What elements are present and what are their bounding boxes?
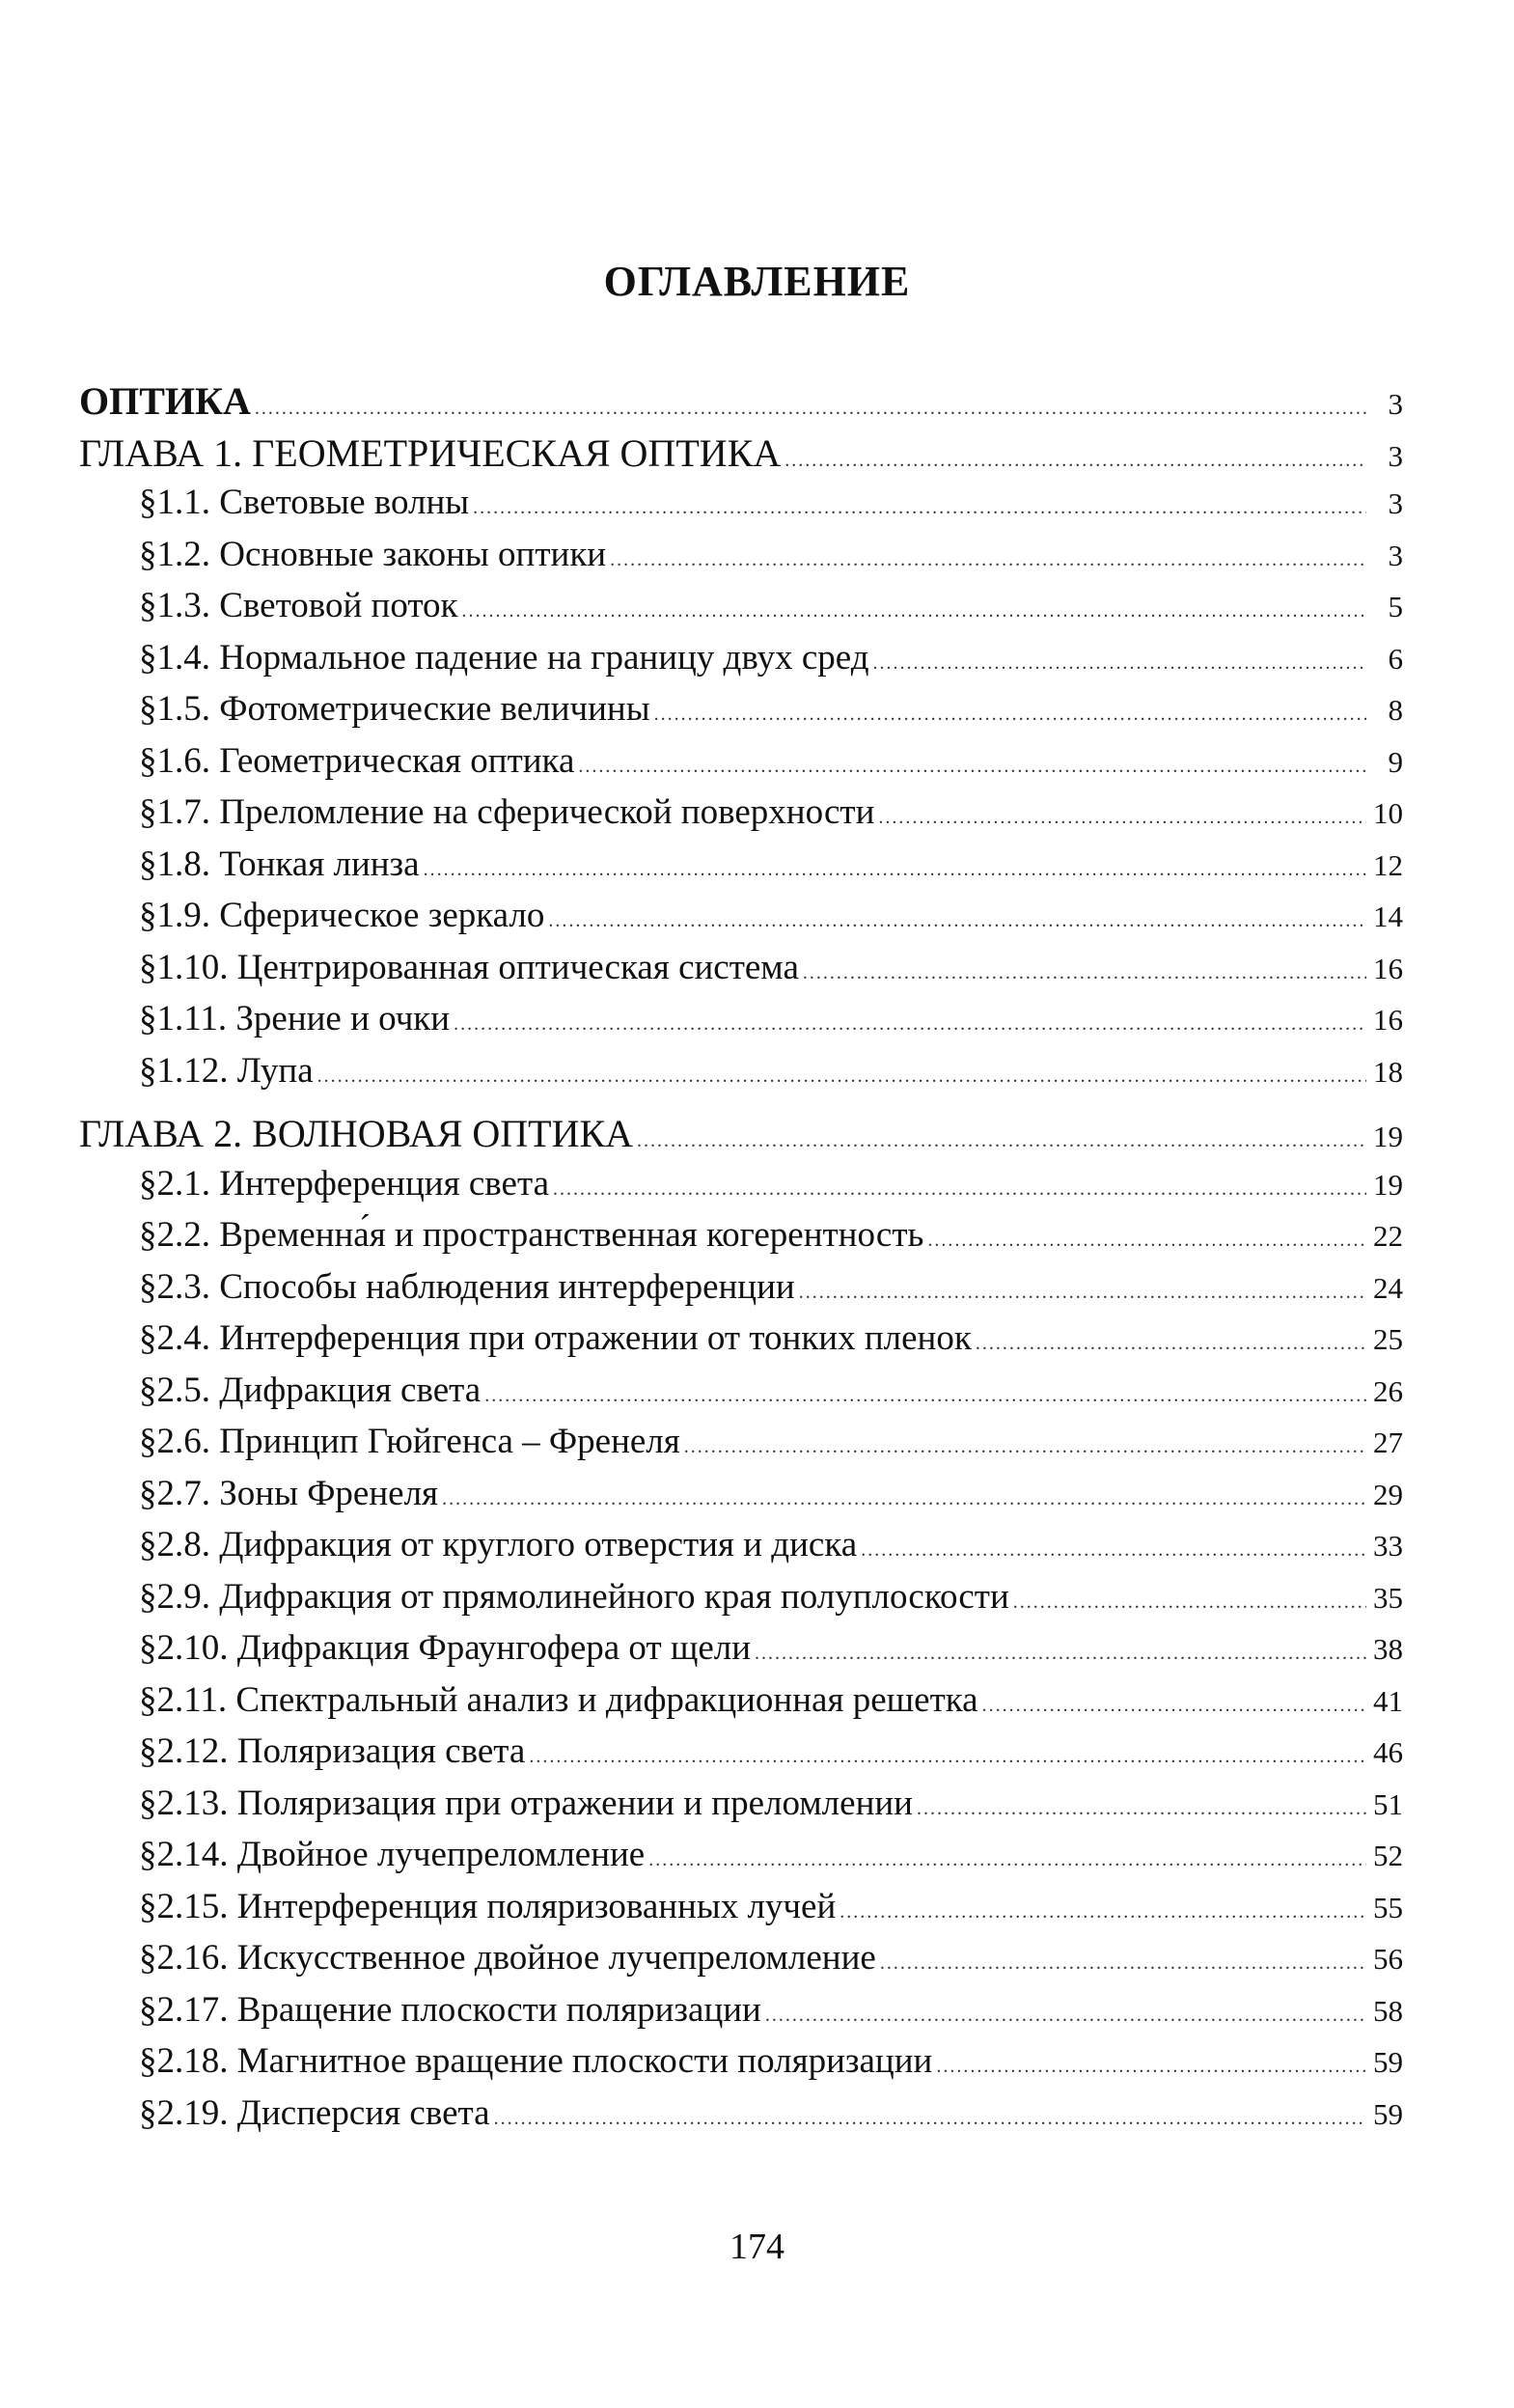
- toc-entry-section: [79, 585, 1403, 637]
- toc-entry-page: 12: [1373, 847, 1403, 882]
- toc-entry-page: 59: [1373, 2045, 1403, 2079]
- toc-entry-page: 33: [1373, 1529, 1403, 1563]
- dot-leader: [462, 600, 1366, 623]
- dot-leader: [529, 1746, 1366, 1768]
- dot-leader: [765, 2005, 1366, 2027]
- toc-entry-section: [79, 844, 1403, 896]
- dot-leader: [873, 652, 1366, 675]
- toc-entry-page: 46: [1373, 1735, 1403, 1769]
- toc-entry-label: §2.3. Способы наблюдения интерференции: [139, 1266, 795, 1307]
- toc-entry-page: 6: [1388, 641, 1403, 676]
- toc-entry-page: 27: [1373, 1425, 1403, 1459]
- dot-leader: [803, 962, 1366, 984]
- dot-leader: [548, 910, 1366, 932]
- toc-entry-page: 29: [1373, 1477, 1403, 1511]
- toc-entry-section: [79, 1937, 1403, 1989]
- toc-entry-page: 5: [1388, 590, 1403, 623]
- toc-entry-page: 22: [1373, 1219, 1403, 1253]
- toc-entry-label: §1.1. Световые волны: [139, 483, 470, 522]
- toc-entry-page: 8: [1388, 693, 1403, 727]
- toc-entry-label: §1.6. Геометрическая оптика: [139, 740, 575, 781]
- toc-entry-section: [79, 791, 1403, 844]
- dot-leader: [982, 1695, 1366, 1717]
- dot-leader: [861, 1539, 1366, 1562]
- dot-leader: [917, 1798, 1366, 1820]
- toc-entry-section: [79, 740, 1403, 792]
- toc-entry-label: §2.1. Интерференция света: [139, 1163, 549, 1204]
- toc-entry-page: 3: [1388, 438, 1403, 473]
- toc-entry-page: 24: [1373, 1270, 1403, 1305]
- toc-entry-label: §2.14. Двойное лучепреломление: [139, 1835, 646, 1874]
- toc-entry-chapter: [79, 1111, 1403, 1163]
- toc-entry-page: 19: [1373, 1167, 1403, 1202]
- toc-entry-section: [79, 1730, 1403, 1783]
- toc-entry-page: 56: [1373, 1942, 1403, 1976]
- toc-entry-section: [79, 534, 1403, 586]
- toc-entry-part: [79, 378, 1403, 430]
- toc-entry-section: [79, 482, 1403, 534]
- toc-entry-section: [79, 947, 1403, 999]
- toc-entry-label: §1.3. Световой поток: [139, 586, 458, 625]
- toc-entry-section: [79, 1050, 1403, 1102]
- dot-leader: [473, 497, 1366, 519]
- toc-entry-page: 19: [1373, 1120, 1403, 1153]
- dot-leader: [454, 1013, 1366, 1036]
- dot-leader: [878, 807, 1366, 829]
- toc-entry-page: 51: [1373, 1786, 1403, 1821]
- dot-leader: [755, 1643, 1366, 1665]
- dot-leader: [578, 756, 1366, 778]
- dot-leader: [880, 1952, 1366, 1975]
- dot-leader: [610, 549, 1366, 571]
- toc-entry-label: §2.18. Магнитное вращение плоскости поляризации: [139, 2041, 933, 2081]
- dot-leader: [654, 704, 1366, 726]
- toc-entry-label: §2.6. Принцип Гюйгенса – Френеля: [139, 1422, 680, 1461]
- toc-entry-section: [79, 688, 1403, 740]
- page-title: ОГЛАВЛЕНИЕ: [603, 258, 911, 305]
- toc-entry-label: §1.7. Преломление на сферической поверхности: [139, 792, 875, 832]
- toc-entry-label: §2.9. Дифракция от прямолинейного края полуплоскости: [139, 1576, 1009, 1617]
- toc-entry-label: §1.9. Сферическое зеркало: [139, 896, 545, 935]
- dot-leader: [317, 1066, 1366, 1088]
- toc-entry-label: §2.12. Поляризация света: [139, 1731, 526, 1771]
- toc-entry-label: §1.2. Основные законы оптики: [139, 534, 607, 574]
- toc-entry-label: §1.5. Фотометрические величины: [139, 689, 650, 729]
- page-number: 174: [729, 2227, 785, 2267]
- toc-entry-label: §2.4. Интерференция при отражении от тонких пленок: [139, 1318, 972, 1358]
- toc-entry-page: 58: [1373, 1993, 1403, 2028]
- toc-entry-section: [79, 2040, 1403, 2092]
- toc-entry-section: [79, 1421, 1403, 1473]
- toc-entry-label: §2.2. Временна́я и пространственная когерентность: [139, 1215, 924, 1255]
- toc-entry-label: §2.8. Дифракция от круглого отверстия и диска: [139, 1525, 858, 1564]
- toc-entry-page: 16: [1373, 951, 1403, 985]
- dot-leader: [424, 859, 1366, 881]
- toc-entry-section: [79, 1783, 1403, 1835]
- toc-entry-label: §2.17. Вращение плоскости поляризации: [139, 1989, 761, 2030]
- dot-leader: [785, 450, 1366, 472]
- toc-entry-page: 18: [1373, 1054, 1403, 1089]
- dot-leader: [799, 1282, 1366, 1304]
- toc-entry-section: [79, 1266, 1403, 1318]
- toc-entry-chapter: [79, 430, 1403, 483]
- toc-entry-label: §2.10. Дифракция Фраунгофера от щели: [139, 1628, 752, 1668]
- toc-entry-page: 14: [1373, 900, 1403, 933]
- toc-entry-section: [79, 1989, 1403, 2041]
- toc-entry-section: [79, 1576, 1403, 1628]
- toc-entry-label: ГЛАВА 1. ГЕОМЕТРИЧЕСКАЯ ОПТИКА: [79, 430, 782, 475]
- toc-entry-label: §1.11. Зрение и очки: [139, 999, 451, 1038]
- toc-entry-label: ГЛАВА 2. ВОЛНОВАЯ ОПТИКА: [79, 1112, 634, 1155]
- toc-entry-label: §2.7. Зоны Френеля: [139, 1473, 439, 1513]
- dot-leader: [1013, 1591, 1366, 1614]
- dot-leader: [484, 1385, 1366, 1407]
- toc-entry-page: 25: [1373, 1322, 1403, 1356]
- toc-entry-page: 59: [1373, 2096, 1403, 2131]
- toc-entry-page: 10: [1373, 796, 1403, 830]
- toc-entry-label: §1.12. Лупа: [139, 1050, 314, 1091]
- toc-entry-section: [79, 1317, 1403, 1370]
- toc-entry-page: 9: [1388, 744, 1403, 779]
- toc-entry-label: §2.5. Дифракция света: [139, 1370, 482, 1410]
- toc-entry-section: [79, 1214, 1403, 1266]
- dot-leader: [494, 2108, 1366, 2130]
- toc-entry-label: ОПТИКА: [79, 379, 251, 423]
- toc-entry-page: 38: [1373, 1632, 1403, 1666]
- dot-leader: [637, 1130, 1366, 1152]
- toc-entry-label: §2.16. Искусственное двойное лучепреломление: [139, 1938, 876, 1978]
- toc-entry-section: [79, 637, 1403, 689]
- toc-entry-label: §2.19. Дисперсия света: [139, 2092, 490, 2133]
- dot-leader: [553, 1178, 1366, 1201]
- dot-leader: [976, 1333, 1366, 1355]
- toc-entry-section: [79, 1163, 1403, 1215]
- toc-entry-label: §2.13. Поляризация при отражении и преломлении: [139, 1783, 913, 1823]
- toc-entry-page: 52: [1373, 1839, 1403, 1872]
- toc-entry-page: 35: [1373, 1580, 1403, 1615]
- toc-entry-section: [79, 1627, 1403, 1679]
- toc-entry-label: §1.8. Тонкая линза: [139, 844, 420, 884]
- dot-leader: [936, 2056, 1366, 2078]
- dot-leader: [255, 398, 1366, 420]
- toc-entry-page: 3: [1388, 538, 1403, 572]
- toc-entry-page: 16: [1373, 1003, 1403, 1037]
- toc-entry-page: 55: [1373, 1890, 1403, 1924]
- toc-entry-page: 26: [1373, 1373, 1403, 1408]
- toc-entry-section: [79, 998, 1403, 1050]
- toc-entry-section: [79, 1370, 1403, 1422]
- dot-leader: [684, 1436, 1366, 1458]
- toc-entry-label: §1.10. Центрированная оптическая система: [139, 947, 799, 987]
- toc-entry-label: §2.11. Спектральный анализ и дифракционная решетка: [139, 1679, 978, 1720]
- toc-entry-section: [79, 1886, 1403, 1938]
- dot-leader: [442, 1488, 1366, 1510]
- toc-entry-section: [79, 1679, 1403, 1731]
- toc-entry-label: §1.4. Нормальное падение на границу двух сред: [139, 637, 869, 678]
- toc-entry-section: [79, 1473, 1403, 1525]
- toc-entry-page: 3: [1388, 486, 1403, 520]
- toc-entry-label: §2.15. Интерференция поляризованных лучей: [139, 1886, 837, 1926]
- toc-entry-section: [79, 1834, 1403, 1886]
- table-of-contents: [79, 378, 1403, 2144]
- toc-entry-page: 3: [1388, 387, 1403, 421]
- toc-entry-page: 41: [1373, 1683, 1403, 1718]
- toc-entry-section: [79, 895, 1403, 947]
- dot-leader: [840, 1901, 1366, 1924]
- dot-leader: [648, 1849, 1366, 1871]
- dot-leader: [927, 1230, 1366, 1252]
- toc-entry-section: [79, 1524, 1403, 1576]
- toc-entry-section: [79, 2092, 1403, 2145]
